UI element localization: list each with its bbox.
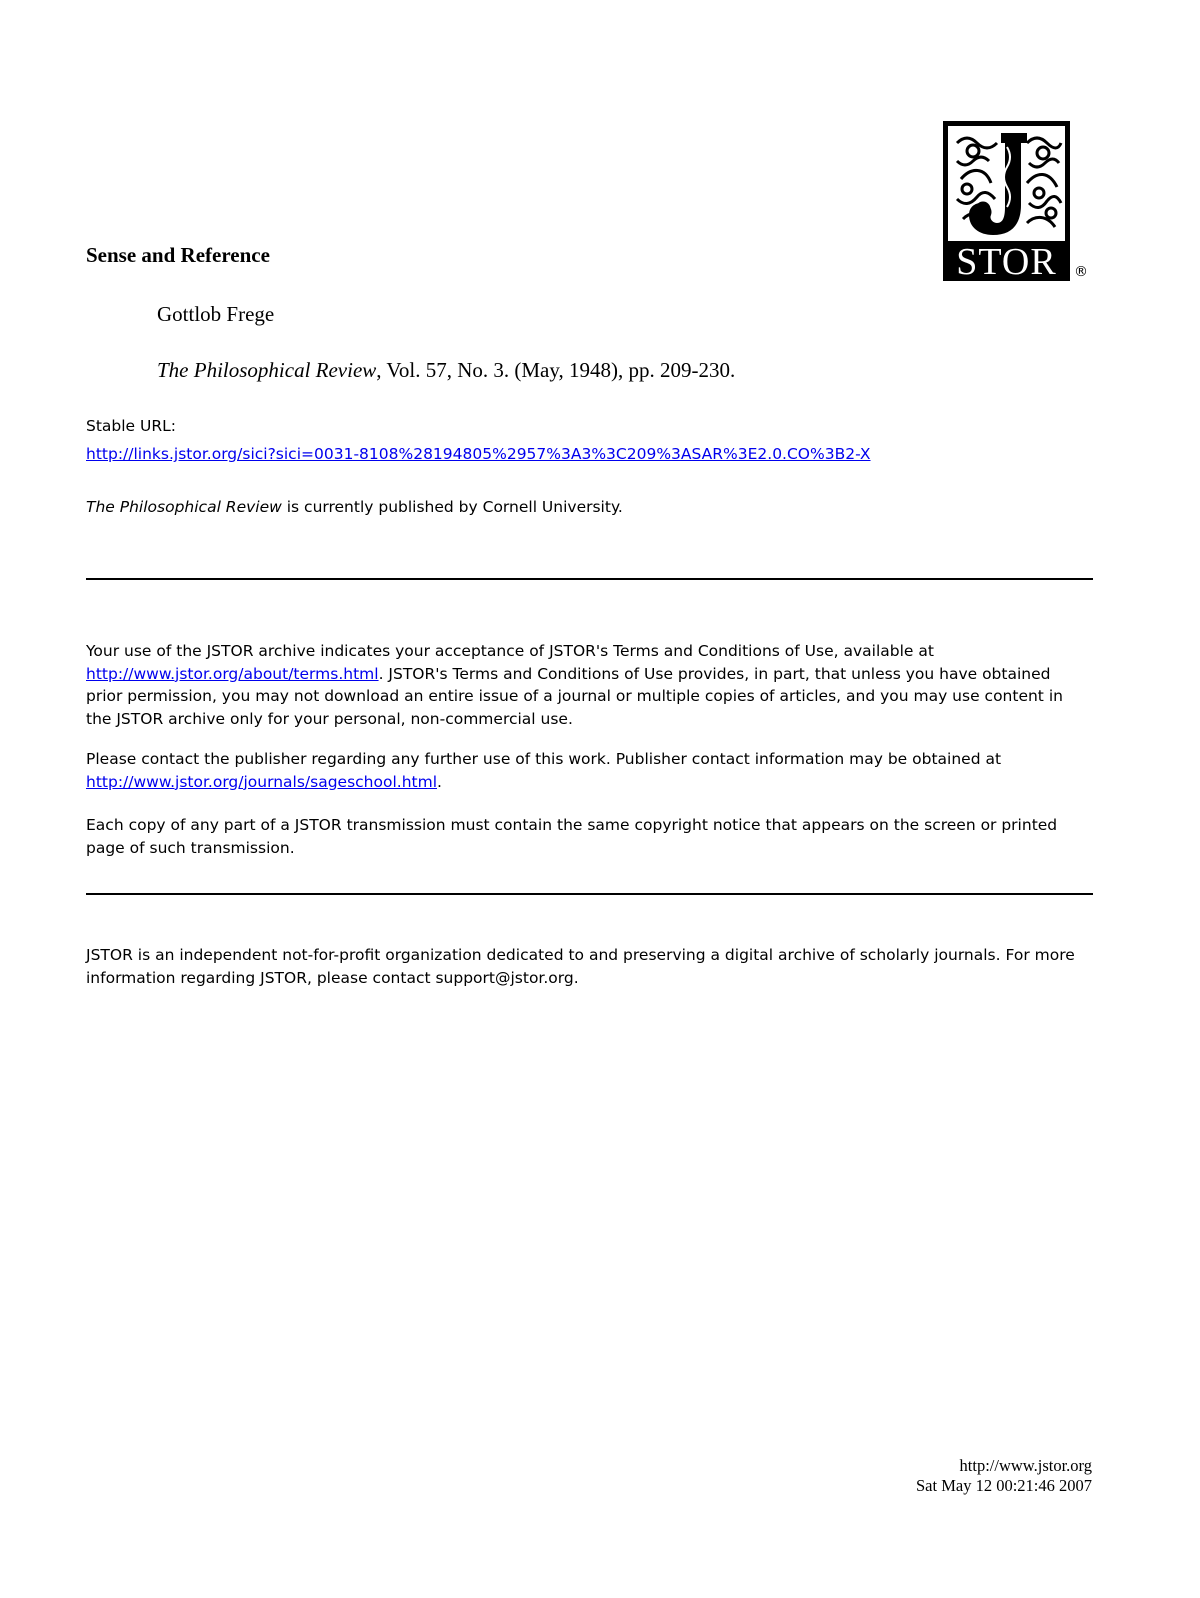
contact-text-end: . — [437, 772, 442, 791]
terms-text-end: . JSTOR's Terms and Conditions of Use provides, in part, that unless you have obtained prior permission, you may not download an entire issue of a journal or multiple copies of articles, and you may use content in the JSTOR archive only for your personal, non-commercial use. — [86, 664, 1063, 728]
divider — [86, 893, 1093, 895]
article-citation — [157, 358, 735, 383]
citation-details: , Vol. 57, No. 3. (May, 1948), pp. 209-230. — [376, 358, 736, 382]
stable-url-link[interactable]: http://links.jstor.org/sici?sici=0031-8108%28194805%2957%3A3%3C209%3ASAR%3E2.0.CO%3B2-X — [86, 445, 871, 463]
terms-paragraph — [86, 640, 1091, 730]
article-title: Sense and Reference — [86, 243, 270, 267]
contact-text-start: Please contact the publisher regarding any further use of this work. Publisher contact information may be obtained at — [86, 750, 1002, 768]
stable-url-label: Stable URL: — [86, 417, 176, 435]
article-author: Gottlob Frege — [157, 302, 275, 326]
publisher-text: is currently published by Cornell University. — [281, 498, 623, 516]
copyright-notice-paragraph: Each copy of any part of a JSTOR transmission must contain the same copyright notice that appears on the screen or printed page of such transmission. — [86, 816, 1058, 857]
citation-journal: The Philosophical Review — [157, 358, 377, 382]
footer-timestamp: Sat May 12 00:21:46 2007 — [916, 1476, 1092, 1495]
logo-letters: STOR — [956, 241, 1057, 281]
terms-link[interactable]: http://www.jstor.org/about/terms.html — [86, 664, 379, 683]
divider — [86, 578, 1093, 580]
jstor-logo-icon — [943, 121, 1070, 281]
about-jstor-paragraph: JSTOR is an independent not-for-profit organization dedicated to and preserving a digital archive of scholarly journals. For more information regarding JSTOR, please contact support@jstor.org. — [86, 946, 1075, 987]
publisher-line — [86, 498, 623, 516]
contact-paragraph — [86, 748, 1091, 793]
footer-url: http://www.jstor.org — [959, 1456, 1092, 1475]
publisher-contact-link[interactable]: http://www.jstor.org/journals/sageschool.html — [86, 772, 437, 791]
footer — [916, 1456, 1092, 1496]
terms-text-start: Your use of the JSTOR archive indicates your acceptance of JSTOR's Terms and Conditions of Use, available at — [86, 642, 934, 660]
registered-mark: ® — [1074, 264, 1088, 280]
publisher-journal: The Philosophical Review — [86, 498, 282, 516]
stable-url-container — [86, 445, 871, 463]
